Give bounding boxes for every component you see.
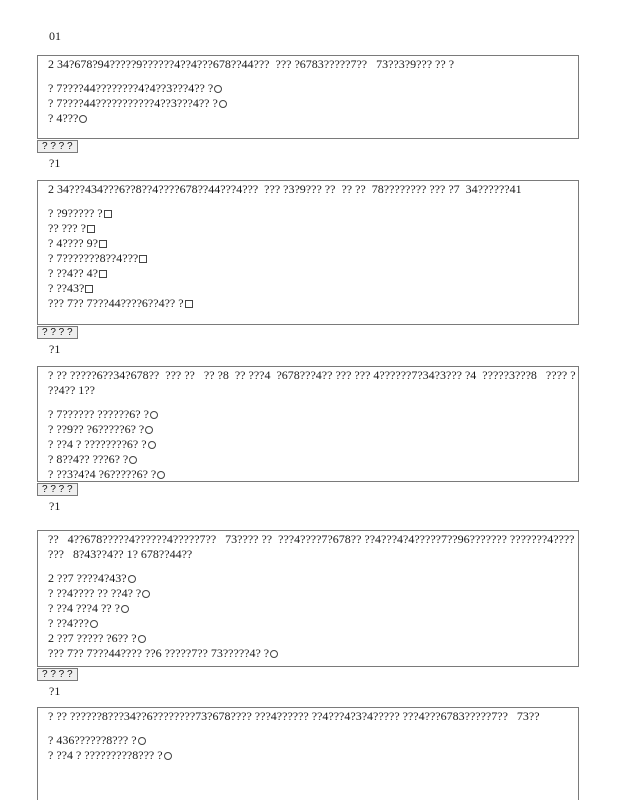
option-label: ? ?9????? ? [48,206,103,220]
question-text-5: ? ?? ??????8???34??6????????73?678???? ???4?????? ??4???4?3?4????? ???4???6783?????7?? 73?? [48,709,540,723]
option-label: 2 ??7 ????? ?6?? ? [48,631,137,645]
option-label: ? 4???? 9? [48,236,98,250]
block-number-3: ?1 [49,499,61,513]
option-3-3[interactable] [48,437,578,452]
option-label: ? 436??????8??? ? [48,733,137,747]
radio-button[interactable] [148,441,156,449]
question-text-4: ?? 4??678?????4??????4?????7?? 73???? ?? ???4????7?678?? ??4???4?4?????7??96??????? ???????4???? ??? 8?43??4?? 1? 678??44?? [48,532,581,561]
question-block-1 [37,55,579,139]
option-4-4[interactable] [48,616,578,631]
option-label: ? ??4??? [48,616,89,630]
checkbox[interactable] [85,285,93,293]
checkbox[interactable] [104,210,112,218]
radio-button[interactable] [79,115,87,123]
question-block-5 [37,707,579,800]
question-text-1: 2 34?678?94?????9??????4??4???678??44??? ??? ?6783?????7?? 73??3?9??? ?? ? [48,57,455,71]
radio-button[interactable] [121,605,129,613]
block-number-2: ?1 [49,342,61,356]
block-number-4: ?1 [49,684,61,698]
option-label: ??? 7?? 7???44???? ??6 ?????7?? 73?????4? ? [48,646,270,660]
option-2-1[interactable] [48,206,578,221]
radio-button[interactable] [145,426,153,434]
question-text-3: ? ?? ?????6??34?678?? ??? ?? ?? ?8 ?? ???4 ?678???4?? ??? ??? 4??????7?34?3??? ?4 ?????3???8 ???? ? ??4?? 1?? [48,368,579,397]
radio-button[interactable] [270,650,278,658]
option-label: ??? 7?? 7???44????6??4?? ? [48,296,184,310]
radio-button[interactable] [128,575,136,583]
option-5-2[interactable] [48,748,578,763]
option-label: ? ??4 ? ?????????8??? ? [48,748,163,762]
option-label: ? 7????44????????4?4??3???4?? ? [48,81,214,95]
radio-button[interactable] [138,635,146,643]
option-label: ? 7?????? ??????6? ? [48,407,149,421]
option-2-3[interactable] [48,236,578,251]
option-4-6[interactable] [48,646,578,661]
radio-button[interactable] [157,471,165,479]
checkbox[interactable] [99,270,107,278]
option-label: ? 7????44???????????4??3???4?? ? [48,96,218,110]
submit-button-3[interactable]: ? ? ? ? [37,483,78,496]
submit-button-4[interactable]: ? ? ? ? [37,668,78,681]
option-label: ? ??3?4?4 ?6?????6? ? [48,467,157,481]
option-label: ? ??4???? ?? ??4? ? [48,586,142,600]
option-label: ?? ??? ? [48,221,86,235]
option-1-2[interactable] [48,96,578,111]
radio-button[interactable] [138,737,146,745]
radio-button[interactable] [90,620,98,628]
option-label: ? 4??? [48,111,79,125]
option-3-5[interactable] [48,467,578,482]
radio-button[interactable] [150,411,158,419]
checkbox[interactable] [87,225,95,233]
block-number-1: ?1 [49,156,61,170]
option-2-2[interactable] [48,221,578,236]
checkbox[interactable] [99,240,107,248]
option-3-4[interactable] [48,452,578,467]
question-block-3 [37,366,579,482]
question-block-4 [37,530,579,667]
option-label: 2 ??7 ????4?43? [48,571,127,585]
question-text-2: 2 34???434???6??8??4????678??44???4??? ??? ?3?9??? ?? ?? ?? 78???????? ??? ?7 34??????41 [48,182,522,196]
option-2-5[interactable] [48,266,578,281]
option-3-2[interactable] [48,422,578,437]
question-block-2 [37,180,579,325]
option-4-1[interactable] [48,571,578,586]
checkbox[interactable] [139,255,147,263]
option-label: ? ??9?? ?6?????6? ? [48,422,145,436]
submit-button-2[interactable]: ? ? ? ? [37,326,78,339]
option-1-1[interactable] [48,81,578,96]
option-4-2[interactable] [48,586,578,601]
radio-button[interactable] [129,456,137,464]
option-2-7[interactable] [48,296,578,311]
page-number: 01 [49,29,61,43]
option-label: ? ??43? [48,281,85,295]
radio-button[interactable] [164,752,172,760]
checkbox[interactable] [185,300,193,308]
option-2-4[interactable] [48,251,578,266]
option-label: ? ??4 ???4 ?? ? [48,601,120,615]
option-3-1[interactable] [48,407,578,422]
option-label: ? ??4?? 4? [48,266,98,280]
option-4-5[interactable] [48,631,578,646]
option-4-3[interactable] [48,601,578,616]
radio-button[interactable] [214,85,222,93]
radio-button[interactable] [142,590,150,598]
option-label: ? ??4 ? ????????6? ? [48,437,147,451]
option-label: ? 7???????8??4??? [48,251,139,265]
option-5-1[interactable] [48,733,578,748]
option-label: ? 8??4?? ???6? ? [48,452,129,466]
radio-button[interactable] [219,100,227,108]
option-1-3[interactable] [48,111,578,126]
option-2-6[interactable] [48,281,578,296]
submit-button-1[interactable]: ? ? ? ? [37,140,78,153]
